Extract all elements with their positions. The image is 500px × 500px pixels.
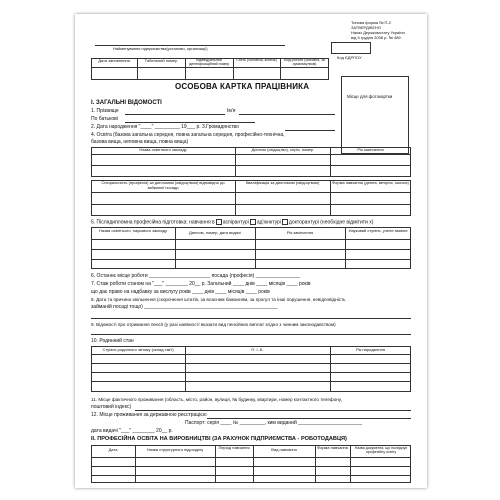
section-1-heading: І. ЗАГАЛЬНІ ВІДОМОСТІ bbox=[91, 100, 162, 106]
th-fill-date: Дата заповнення bbox=[98, 59, 130, 63]
top-table-divider bbox=[91, 67, 329, 68]
field-education-b: базова вища, неповна вища, повна вища) bbox=[91, 139, 189, 145]
adiunktura-checkbox[interactable] bbox=[250, 219, 256, 225]
name-line[interactable] bbox=[239, 114, 335, 115]
registration-line[interactable] bbox=[207, 418, 411, 419]
edrpou-box[interactable] bbox=[331, 42, 371, 54]
aspirantura-checkbox[interactable] bbox=[216, 219, 222, 225]
field-patronymic-label: По батькові bbox=[91, 116, 118, 122]
edrpou-label: Код ЄДРПОУ bbox=[337, 55, 362, 60]
th-pg-institution: Назва освітнього, наукового закладу bbox=[99, 229, 167, 233]
form-date: від 5 грудня 2008 р. № 489 bbox=[351, 35, 401, 40]
th-qualification: Кваліфікація за дипломом (свідоцтвом) bbox=[245, 181, 320, 185]
dismissal-line[interactable] bbox=[91, 318, 411, 319]
th-relationship: Ступінь родинного зв'язку (склад сім'ї) bbox=[102, 348, 174, 352]
th-institution: Назва освітнього закладу bbox=[139, 148, 187, 152]
surname-line[interactable] bbox=[125, 114, 225, 115]
field-postgraduate: 5. Післядипломна професійна підготовка: навчання в аспірантурі ад'юнктурі докторантурі (необхідне відмітити х) bbox=[91, 219, 374, 226]
field-seniority: 7. Стаж роботи станом на "___" ________ 20__ р. Загальний ____ днів ____ місяців ____ років bbox=[91, 281, 311, 287]
field-seniority-bonus: що дає право на надбавку за вислугу років ____ днів ____ місяців ____ років bbox=[91, 289, 270, 295]
patronymic-line[interactable] bbox=[125, 122, 255, 123]
field-passport-date: дата видачі "___" ________ 20__ р. bbox=[91, 428, 173, 434]
th-pg-year: Рік закінчення bbox=[286, 231, 314, 235]
form-order: Наказ Держкомстату України bbox=[351, 30, 405, 35]
th-diploma: Диплом (свідоцтво), серія, номер bbox=[251, 148, 314, 152]
th-personnel-number: Табельний номер bbox=[144, 59, 178, 63]
th-department: Назва структурного підрозділу bbox=[146, 448, 204, 452]
field-actual-residence: 11. Місце фактичного проживання (область, місто, район, вулиця, № будинку, квартири, номер контактного телефону, bbox=[91, 397, 342, 402]
th-full-name: П. І. Б. bbox=[251, 348, 264, 352]
personnel-card-sheet bbox=[75, 14, 427, 488]
org-caption: Найменування підприємства(установи, організації) bbox=[113, 46, 208, 51]
th-study-form: Форма навчання (денна, вечірня, заочна) bbox=[332, 181, 409, 185]
field-actual-residence-b: поштовий індекс) bbox=[91, 404, 132, 410]
th-period: Період навчання bbox=[218, 446, 250, 450]
field-registered-residence: 12. Місце проживання за державною реєстрацією bbox=[91, 412, 207, 418]
pension-line[interactable] bbox=[91, 334, 411, 335]
th-date: Дата bbox=[108, 448, 118, 452]
th-pg-degree: Науковий ступінь, учене звання bbox=[348, 229, 408, 233]
field-family-status: 10. Родинний стан bbox=[91, 338, 134, 344]
field-last-job: 6. Останнє місце роботи ______________________ посада (професія) ________________ bbox=[91, 273, 301, 279]
th-pg-diploma: Диплом, номер, дата видачі bbox=[189, 231, 241, 235]
photo-box bbox=[341, 76, 409, 154]
section-2-heading: ІІ. ПРОФЕСІЙНА ОСВІТА НА ВИРОБНИЦТВІ (ЗА РАХУНОК ПІДПРИЄМСТВА - РОБОТОДАВЦЯ) bbox=[91, 436, 347, 442]
family-table bbox=[91, 346, 411, 392]
doktorantura-checkbox[interactable] bbox=[282, 219, 288, 225]
th-training-form: Форма навчання bbox=[317, 446, 348, 450]
th-document: Назва документа, що посвідчує професійну освіту bbox=[354, 446, 408, 454]
th-sex: Стать (чоловіча, жіноча) bbox=[236, 58, 277, 62]
th-training-type: Вид навчання bbox=[271, 448, 297, 452]
field-surname-label: 1. Прізвище bbox=[91, 108, 119, 114]
field-dismissal: 8. Дата та причина звільнення (скорочення штатів, за власним бажанням, за прогул та інші порушення, невідповідність bbox=[91, 297, 346, 302]
field-dismissal-b: займаній посаді тощо) ________________________________________________ bbox=[91, 304, 278, 310]
field-birthdate: 2. Дата народження "____" _________ 19___ р. 3.Громадянство bbox=[91, 124, 239, 130]
citizenship-line[interactable] bbox=[285, 130, 335, 131]
residence-line[interactable] bbox=[135, 410, 411, 411]
form-number: Типова форма № П-2 bbox=[351, 20, 391, 25]
page-title: ОСОБОВА КАРТКА ПРАЦІВНИКА bbox=[175, 82, 310, 91]
photo-label: Місце для фотокартки bbox=[347, 94, 393, 99]
form-approved: ЗАТВЕРДЖЕНО bbox=[351, 25, 382, 30]
th-specialty: Спеціальність (професія) за дипломом (свідоцтвом) відповідно до займаної посади bbox=[101, 181, 225, 190]
field-pension: 9. Відомості про отримання пенсії (у разі наявності вказати вид пенсійних виплат згідно з чинним законодавством) bbox=[91, 322, 336, 327]
field-education: 4. Освіта (базова загальна середня, повна загальна середня, професійно-технічна, bbox=[91, 132, 285, 138]
th-tax-id: Індивідуальний ідентифікаційний номер bbox=[188, 58, 230, 66]
th-birth-year: Рік народження bbox=[355, 348, 386, 352]
th-graduation-year: Рік закінчення bbox=[357, 148, 384, 152]
field-name-label: Ім'я bbox=[227, 108, 236, 114]
th-work-type: Вид роботи (основна, за сумісництвом) bbox=[284, 58, 325, 66]
field-passport: Паспорт: серія ____ № _________, ким виданий _______________________ bbox=[185, 420, 363, 426]
